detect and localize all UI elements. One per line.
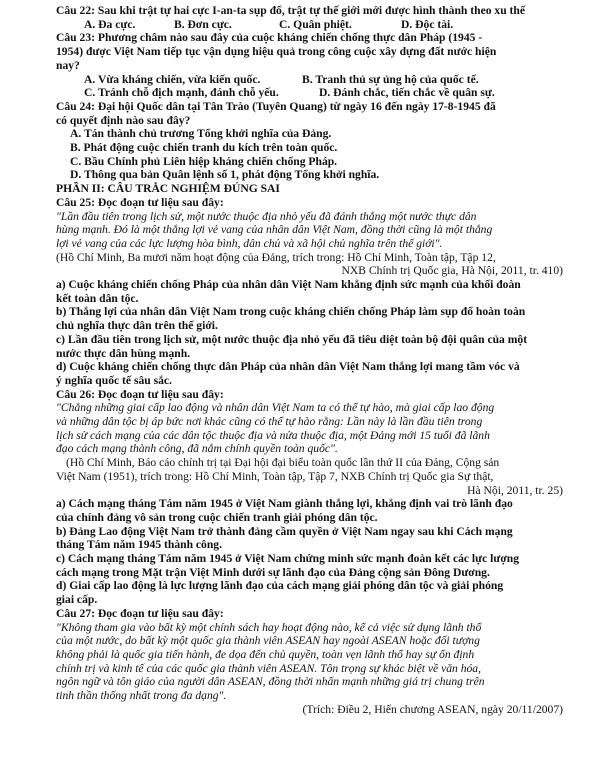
q26-quote-2: và những dân tộc bị áp bức nơi khác cũng có thể tự hào rằng: Lần này là lần đầu tiên trong [56, 415, 483, 429]
q25-item-a-1: a) Cuộc kháng chiến chống Pháp của nhân dân Việt Nam khẳng định sức mạnh của khối đoàn [56, 278, 521, 292]
q26-quote-4: đạo cách mạng thành công, đã nắm chính quyền toàn quốc". [56, 442, 338, 456]
q22-option-a: A. Đa cực. [84, 17, 136, 31]
q25-heading: Câu 25: Đọc đoạn tư liệu sau đây: [56, 195, 224, 209]
q26-source-1: (Hồ Chí Minh, Báo cáo chính trị tại Đại hội đại biểu toàn quốc lần thứ II của Đảng, Cộng sản [66, 456, 500, 470]
q23-option-d: D. Đánh chắc, tiến chắc về quân sự. [319, 86, 495, 100]
q27-quote-5: ngôn ngữ và tôn giáo của người dân ASEAN, đồng thời nhấn mạnh những giá trị chung trên [56, 675, 485, 689]
q23-stem-1: Câu 23: Phương châm nào sau đây của cuộc kháng chiến chống thực dân Pháp (1945 - [56, 31, 483, 45]
q24-option-a: A. Tán thành chủ trương Tổng khởi nghĩa của Đảng. [70, 127, 332, 141]
q25-source-1: (Hồ Chí Minh, Ba mươi năm hoạt động của Đảng, trích trong: Hồ Chí Minh, Toàn tập, Tập 12, [56, 250, 496, 264]
q26-item-d-1: d) Giai cấp lao động là lực lượng lãnh đạo của cách mạng giải phóng dân tộc và giải phóng [56, 579, 504, 593]
q23-options-row2 [56, 86, 563, 100]
q23-stem-3: nay? [56, 58, 80, 72]
q23-options-row1 [56, 73, 563, 87]
q25-source-2: NXB Chính trị Quốc gia, Hà Nội, 2011, tr. 410) [341, 264, 563, 278]
q27-source: (Trích: Điều 2, Hiến chương ASEAN, ngày 20/11/2007) [302, 702, 563, 716]
q25-item-b-2: chủ nghĩa thực dân trên thế giới. [56, 319, 218, 333]
q23-option-a: A. Vừa kháng chiến, vừa kiến quốc. [84, 72, 261, 86]
q23-option-b: B. Tranh thủ sự ủng hộ của quốc tế. [302, 72, 479, 86]
q26-quote-3: lịch sử cách mạng của các dân tộc thuộc địa và nửa thuộc địa, một Đảng mới 15 tuổi đã lãnh [56, 428, 490, 442]
q25-item-d-1: d) Cuộc kháng chiến chống thực dân Pháp của nhân dân Việt Nam thắng lợi mang tầm vóc và [56, 360, 520, 374]
q22-option-c: C. Quân phiệt. [279, 17, 352, 31]
q25-item-c-1: c) Lần đầu tiên trong lịch sử, một nước thuộc địa nhỏ yếu đã tiêu diệt toàn bộ đội quân của một [56, 332, 528, 346]
q27-quote-1: "Không tham gia vào bất kỳ một chính sách hay hoạt động nào, kể cả việc sử dụng lãnh thổ [56, 620, 482, 634]
q24-option-c: C. Bầu Chính phủ Liên hiệp kháng chiến chống Pháp. [70, 154, 338, 168]
q27-heading: Câu 27: Đọc đoạn tư liệu sau đây: [56, 606, 224, 620]
q26-heading: Câu 26: Đọc đoạn tư liệu sau đây: [56, 387, 224, 401]
part2-title: PHẦN II: CÂU TRẮC NGHIỆM ĐÚNG SAI [56, 182, 280, 196]
q23-stem-2: 1954) được Việt Nam tiếp tục vận dụng hiệu quả trong công cuộc xây dựng đất nước hiện [56, 45, 497, 59]
q23-option-c: C. Tránh chỗ địch mạnh, đánh chỗ yếu. [84, 86, 279, 100]
q26-item-a-2: của chính đảng vô sản trong cuộc chiến tranh giải phóng dân tộc. [56, 510, 378, 524]
q26-source-3: Hà Nội, 2011, tr. 25) [467, 483, 563, 497]
q22-stem: Câu 22: Sau khi trật tự hai cực I-an-ta sụp đổ, trật tự thế giới mới được hình thành theo xu thế [56, 4, 526, 17]
q27-quote-3: không phải là quốc gia tiến hành, đe dọa đến chủ quyền, toàn vẹn lãnh thổ hay sự ổn định [56, 648, 475, 661]
q25-item-c-2: nước thực dân hùng mạnh. [56, 346, 191, 360]
q27-quote-2: của một nước, do bất kỳ một quốc gia thành viên ASEAN hay ngoài ASEAN hoặc đối tượng [56, 634, 480, 648]
q25-item-b-1: b) Thắng lợi của nhân dân Việt Nam trong cuộc kháng chiến chống Pháp làm sụp đổ hoàn toàn [56, 305, 526, 319]
q27-quote-6: tinh thần thống nhất trong đa dạng". [56, 689, 227, 703]
q22-options [56, 18, 563, 32]
q25-item-a-2: kết toàn dân tộc. [56, 291, 139, 305]
q25-quote-1: "Lần đầu tiên trong lịch sử, một nước thuộc địa nhỏ yếu đã đánh thắng một nước thực dân [56, 209, 477, 223]
q26-item-d-2: giai cấp. [56, 593, 98, 607]
q24-option-d: D. Thông qua bản Quân lệnh số 1, phát động Tổng khởi nghĩa. [70, 168, 380, 182]
q24-stem-2: có quyết định nào sau đây? [56, 113, 191, 127]
q26-quote-1: "Chẳng những giai cấp lao động và nhân dân Việt Nam ta có thể tự hào, mà giai cấp lao động [56, 401, 495, 415]
q26-item-b-2: tháng Tám năm 1945 thành công. [56, 538, 222, 552]
q27-quote-4: chính trị và kinh tế của các quốc gia thành viên ASEAN. Tôn trọng sự khác biệt về văn hóa, [56, 661, 482, 675]
q26-item-c-2: cách mạng trong Mặt trận Việt Minh dưới sự lãnh đạo của Đảng cộng sản Đông Dương. [56, 565, 490, 579]
q25-quote-2: hùng mạnh. Đó là một thắng lợi vẻ vang của nhân dân Việt Nam, đồng thời cũng là một thắng [56, 223, 493, 237]
q22-option-b: B. Đơn cực. [174, 17, 232, 31]
q25-item-d-2: ý nghĩa quốc tế sâu sắc. [56, 373, 172, 387]
q26-item-a-1: a) Cách mạng tháng Tám năm 1945 ở Việt Nam giành thắng lợi, khẳng định vai trò lãnh đạo [56, 497, 513, 511]
q25-quote-3: lợi vẻ vang của các lực lượng hòa bình, dân chủ và xã hội chủ nghĩa trên thế giới". [56, 236, 443, 250]
q26-item-c-1: c) Cách mạng tháng Tám năm 1945 ở Việt Nam chứng minh sức mạnh đoàn kết các lực lượng [56, 552, 520, 566]
q24-stem-1: Câu 24: Đại hội Quốc dân tại Tân Trào (Tuyên Quang) từ ngày 16 đến ngày 17-8-1945 đã [56, 99, 496, 113]
q24-option-b: B. Phát động cuộc chiến tranh du kích trên toàn quốc. [70, 140, 338, 154]
q26-source-2: Việt Nam (1951), trích trong: Hồ Chí Minh, Toàn tập, Tập 7, NXB Chính trị Quốc gia Sự thật, [56, 469, 494, 483]
q22-option-d: D. Độc tài. [401, 17, 454, 31]
q26-item-b-1: b) Đảng Lao động Việt Nam trở thành đảng cầm quyền ở Việt Nam ngay sau khi Cách mạng [56, 524, 513, 538]
